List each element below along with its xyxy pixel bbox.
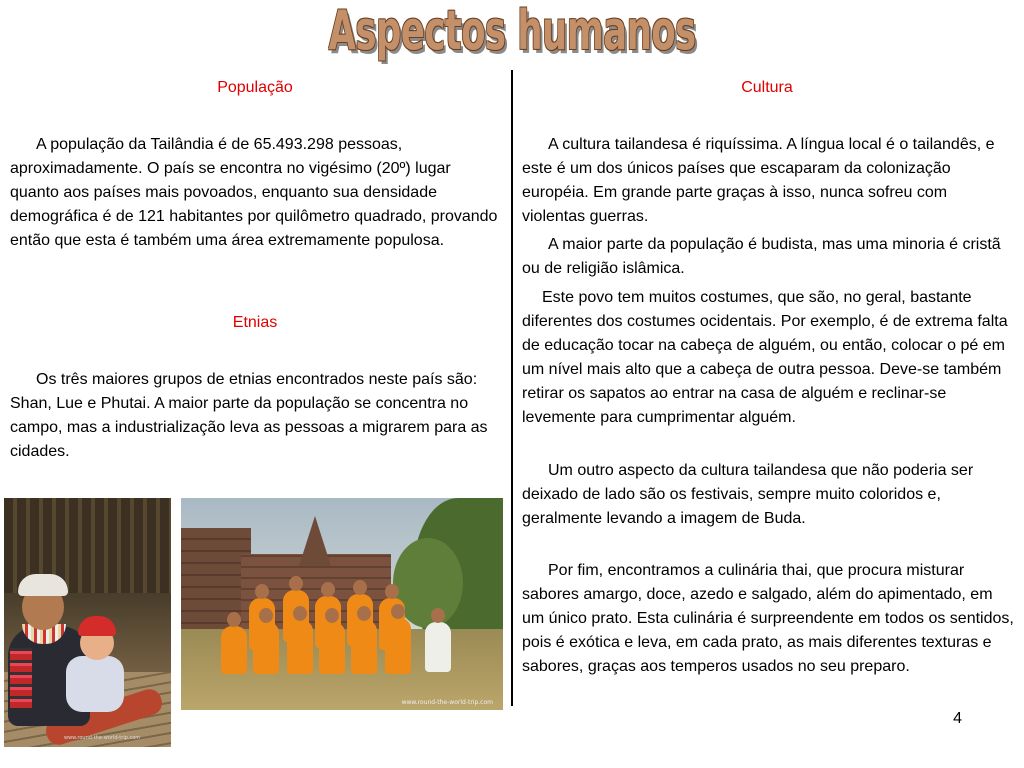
slide-title: Aspectos humanos bbox=[328, 0, 696, 62]
cultura-paragraph-2: A maior parte da população é budista, mas uma minoria é cristã ou de religião islâmica. bbox=[522, 236, 1001, 277]
cultura-paragraph-5: Por fim, encontramos a culinária thai, que procura misturar sabores amargo, doce, azedo e salgado, além do apimentado, em um único prato. Esta culinária é surpreendente em todos os sentidos, pois é exótica e leva, em cada prato, as mais diferentes texturas e sabores, graças aos temperos usados no seu preparo. bbox=[522, 562, 1014, 675]
page-number: 4 bbox=[953, 710, 962, 727]
etnias-paragraph: Os três maiores grupos de etnias encontrados neste país são: Shan, Lue e Phutai. A maior parte da população se concentra no campo, mas a industrialização leva as pessoas a migrarem para as cidades. bbox=[10, 371, 488, 460]
monks-photo bbox=[181, 498, 503, 710]
populacao-paragraph: A população da Tailândia é de 65.493.298 pessoas, aproximadamente. O país se encontra no vigésimo (20º) lugar quanto aos países mais povoados, enquanto sua densidade demográfica é de 121 habitantes por quilômetro quadrado, provando então que esta é também uma área extremamente populosa. bbox=[10, 136, 498, 249]
etnias-heading: Etnias bbox=[232, 314, 278, 331]
monks-photo-credit: www.round-the-world-trip.com bbox=[401, 699, 493, 706]
column-divider bbox=[511, 70, 513, 706]
village-woman-photo bbox=[4, 498, 171, 747]
cultura-paragraph-1: A cultura tailandesa é riquíssima. A língua local é o tailandês, e este é um dos únicos países que escaparam da colonização européia. Em grande parte graças à isso, nunca sofreu com violentas guerras. bbox=[522, 136, 995, 225]
cultura-heading: Cultura bbox=[741, 79, 793, 96]
woman-photo-credit: www.round-the-world-trip.com bbox=[64, 735, 141, 741]
populacao-heading: População bbox=[217, 79, 293, 96]
cultura-paragraph-4: Um outro aspecto da cultura tailandesa que não poderia ser deixado de lado são os festivais, sempre muito coloridos e, geralmente levando a imagem de Buda. bbox=[522, 462, 974, 527]
cultura-paragraph-3: Este povo tem muitos costumes, que são, no geral, bastante diferentes dos costumes ocidentais. Por exemplo, é de extrema falta de educação tocar na cabeça de alguém, ou então, colocar o pé em um nível mais alto que a cabeça de outra pessoa. Deve-se também retirar os sapatos ao entrar na casa de alguém e reclinar-se levemente para cumprimentar alguém. bbox=[522, 289, 1008, 426]
